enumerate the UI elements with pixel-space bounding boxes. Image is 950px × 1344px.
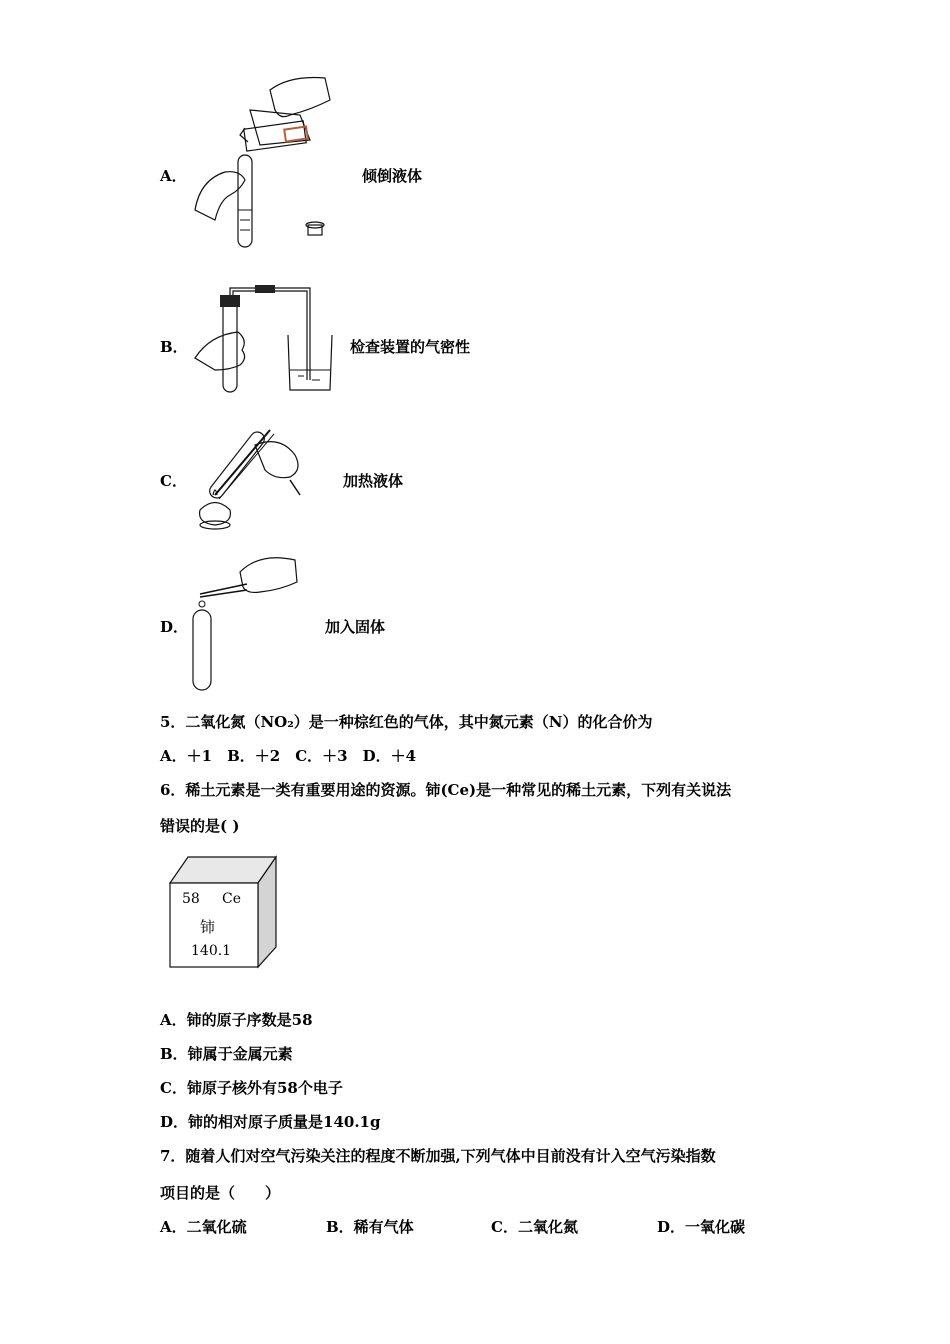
option-c-caption: 加热液体 (343, 472, 404, 490)
airtightness-check-illustration (190, 280, 340, 395)
question-7-stem-line1: 7．随着人们对空气污染关注的程度不断加强,下列气体中目前没有计入空气污染指数 (160, 1147, 716, 1165)
option-c-letter: C． (160, 472, 187, 490)
question-6-stem-line2: 错误的是( ) (160, 817, 240, 835)
element-card (168, 855, 278, 970)
element-name: 铈 (200, 918, 216, 936)
element-symbol: Ce (222, 891, 241, 907)
question-6-option-c: C．铈原子核外有58个电子 (160, 1079, 343, 1097)
question-6-option-d: D．铈的相对原子质量是140.1g (160, 1113, 381, 1131)
option-a-letter: A． (160, 167, 187, 185)
element-atomic-number: 58 (182, 891, 200, 907)
heating-liquid-illustration (185, 415, 325, 535)
element-mass: 140.1 (191, 943, 232, 959)
question-7-option-a: A．二氧化硫 (160, 1218, 247, 1236)
question-7-option-c: C．二氧化氮 (491, 1218, 578, 1236)
question-6-option-b: B．铈属于金属元素 (160, 1045, 293, 1063)
question-7-stem-line2: 项目的是（ ） (160, 1184, 281, 1202)
option-b-letter: B． (160, 338, 188, 356)
option-d-letter: D． (160, 618, 189, 636)
option-b-caption: 检查装置的气密性 (350, 338, 471, 356)
question-7-option-d: D．一氧化碳 (657, 1218, 746, 1236)
question-6-option-a: A．铈的原子序数是58 (160, 1011, 313, 1029)
question-5-stem: 5．二氧化氮（NO₂）是一种棕红色的气体，其中氮元素（N）的化合价为 (160, 713, 653, 731)
question-6-stem-line1: 6．稀土元素是一类有重要用途的资源。铈(Ce)是一种常见的稀土元素，下列有关说法 (160, 781, 732, 799)
adding-solid-illustration (185, 552, 305, 692)
question-7-option-b: B．稀有气体 (326, 1218, 414, 1236)
question-5-options: A．＋1 B．＋2 C．＋3 D．＋4 (160, 747, 417, 765)
pouring-liquid-illustration (190, 70, 340, 250)
option-a-caption: 倾倒液体 (362, 167, 423, 185)
option-d-caption: 加入固体 (325, 618, 386, 636)
